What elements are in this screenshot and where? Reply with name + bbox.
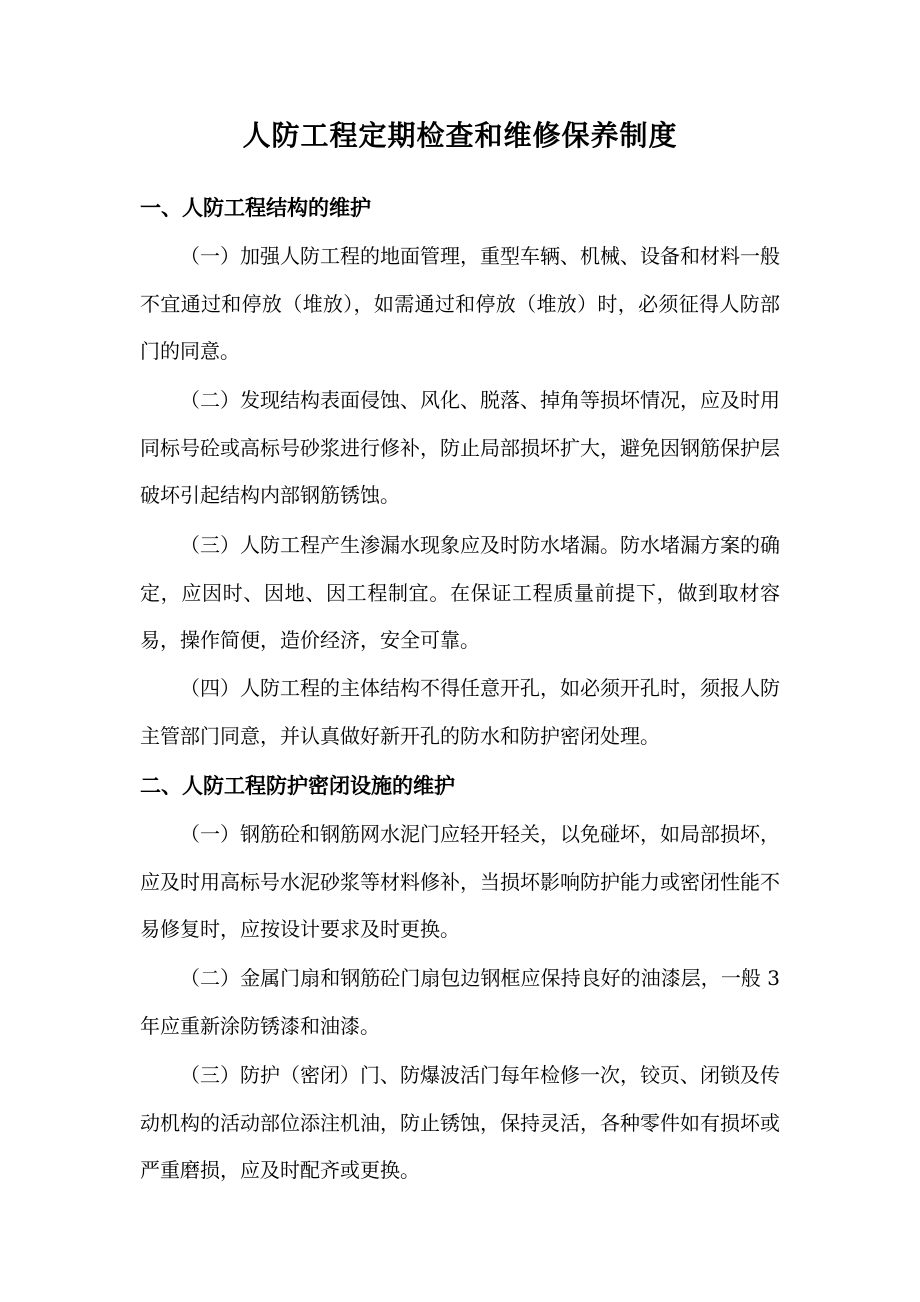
section-1-paragraph-4: （四）人防工程的主体结构不得任意开孔，如必须开孔时，须报人防主管部门同意，并认真做好新开孔的防水和防护密闭处理。 [140, 676, 780, 748]
section-1-paragraph-1: （一）加强人防工程的地面管理，重型车辆、机械、设备和材料一般不宜通过和停放（堆放），如需通过和停放（堆放）时，必须征得人防部门的同意。 [140, 244, 780, 363]
section-2-paragraph-2: （二）金属门扇和钢筋砼门扇包边钢框应保持良好的油漆层，一般 3 年应重新涂防锈漆和油漆。 [140, 966, 780, 1038]
section-heading-2: 二、人防工程防护密闭设施的维护 [140, 774, 455, 798]
section-1-paragraph-2: （二）发现结构表面侵蚀、风化、脱落、掉角等损坏情况，应及时用同标号砼或高标号砂浆进行修补，防止局部损坏扩大，避免因钢筋保护层破坏引起结构内部钢筋锈蚀。 [140, 388, 780, 507]
section-heading-1: 一、人防工程结构的维护 [140, 196, 371, 220]
section-2-paragraph-3: （三）防护（密闭）门、防爆波活门每年检修一次，铰页、闭锁及传动机构的活动部位添注机油，防止锈蚀，保持灵活，各种零件如有损坏或严重磨损，应及时配齐或更换。 [140, 1063, 780, 1182]
section-2-paragraph-1: （一）钢筋砼和钢筋网水泥门应轻开轻关，以免碰坏，如局部损坏，应及时用高标号水泥砂浆等材料修补，当损坏影响防护能力或密闭性能不易修复时，应按设计要求及时更换。 [140, 822, 780, 941]
section-1-paragraph-3: （三）人防工程产生渗漏水现象应及时防水堵漏。防水堵漏方案的确定，应因时、因地、因工程制宜。在保证工程质量前提下，做到取材容易，操作简便，造价经济，安全可靠。 [140, 533, 780, 652]
document-title: 人防工程定期检查和维修保养制度 [242, 119, 678, 152]
